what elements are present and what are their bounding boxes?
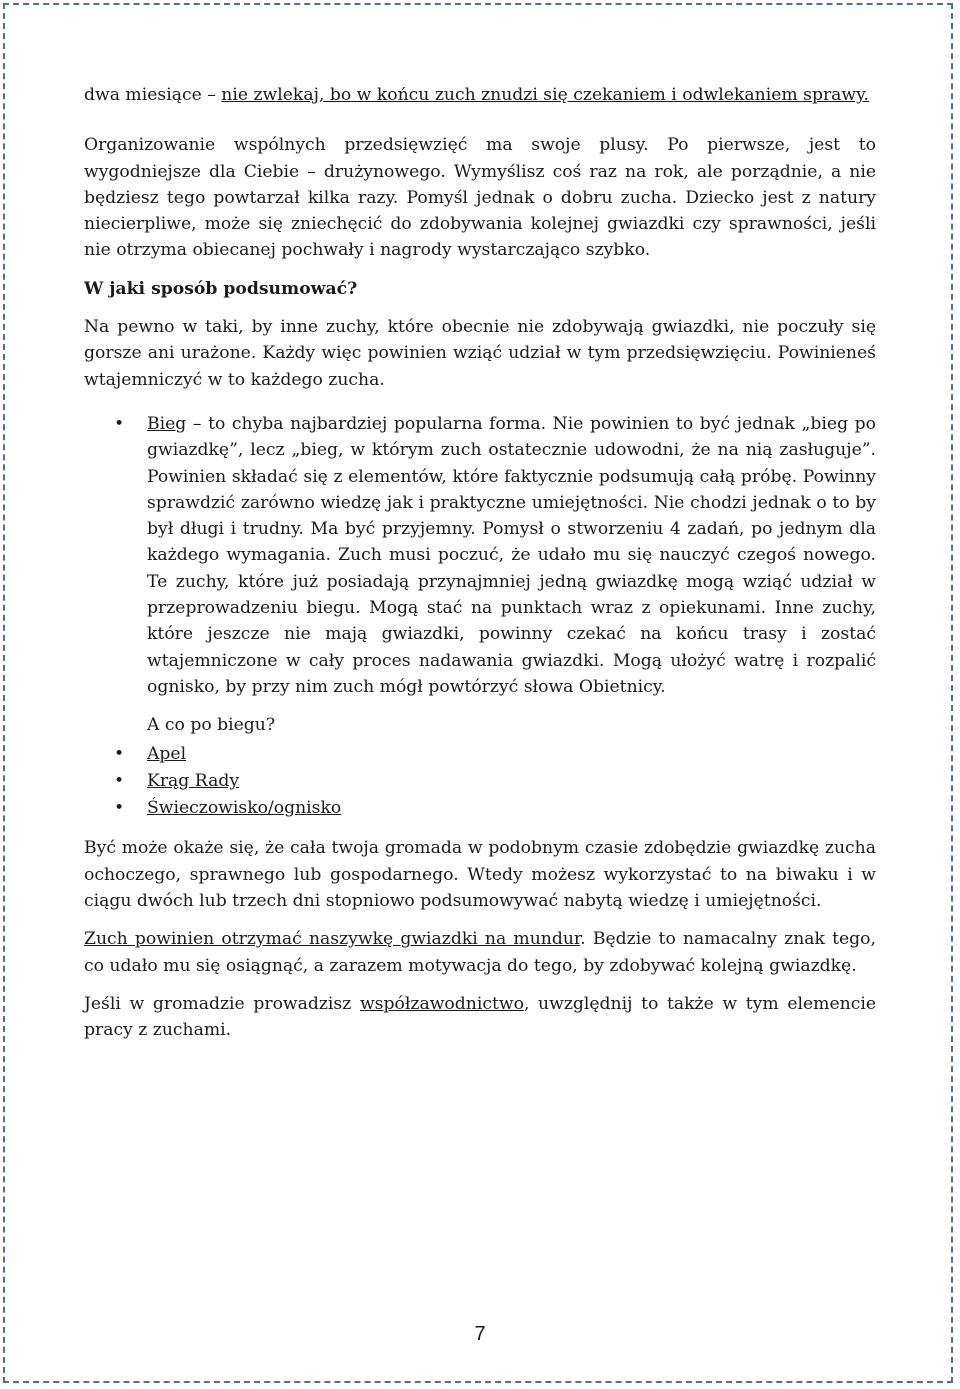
list-item-bieg-label: Bieg — [147, 413, 187, 434]
paragraph-5-underlined: Zuch powinien otrzymać naszywkę gwiazdki na mundur — [84, 929, 581, 950]
after-run-list — [84, 741, 876, 822]
bullet-icon: • — [114, 743, 125, 764]
list-item — [84, 768, 876, 794]
bullet-icon: • — [114, 770, 125, 791]
document-body — [84, 82, 876, 1044]
paragraph-6-underlined: współzawodnictwo — [359, 993, 524, 1014]
paragraph-1-lead: dwa miesiące – — [84, 85, 222, 105]
paragraph-5 — [84, 926, 876, 979]
paragraph-5-rest: . Będzie to namacalny znak tego, co udało mu się osiągnąć, a zarazem motywacja do tego, by zdobywać kolejną gwiazdkę. — [84, 929, 876, 976]
page-number: 7 — [474, 1323, 486, 1345]
list-item-bieg-text: – to chyba najbardziej popularna forma. Nie powinien to być jednak „bieg po gwiazdkę”, lecz „bieg, w którym zuch ostatecznie udowodni, że na nią zasługuje”. Powinien składać się z elementów, które faktycznie podsumują całą próbę. Powinny sprawdzić zarówno wiedzę jak i praktyczne umiejętności. Nie chodzi jednak o to by był długi i trudny. Ma być przyjemny. Pomysł o stworzeniu 4 zadań, po jednym dla każdego wymagania. Zuch musi poczuć, że udało mu się nauczyć czegoś nowego. Te zuchy, które już posiadają przynajmniej jedną gwiazdkę mogą wziąć udział w przeprowadzeniu biegu. Mogą stać na punktach wraz z opiekunami. Inne zuchy, które jeszcze nie mają gwiazdki, powinny czekać na końcu trasy i zostać wtajemniczone w cały proces nadawania gwiazdki. Mogą ułożyć watrę i rozpalić ognisko, by przy nim zuch mógł powtórzyć słowa Obietnicy. — [147, 413, 876, 697]
bullet-icon: • — [114, 413, 125, 434]
paragraph-6-rest: , uwzględnij to także w tym elemencie pracy z zuchami. — [84, 993, 877, 1041]
after-run-intro: A co po biegu? — [147, 715, 276, 736]
paragraph-6 — [84, 991, 876, 1044]
section-heading: W jaki sposób podsumować? — [84, 278, 358, 299]
paragraph-3: Na pewno w taki, by inne zuchy, które obecnie nie zdobywają gwiazdki, nie poczuły się gorsze ani urażone. Każdy więc powinien wziąć udział w tym przedsięwzięciu. Powinieneś wtajemniczyć w to każdego zucha. — [84, 317, 876, 390]
list-item-swieczowisko: Świeczowisko/ognisko — [147, 798, 342, 819]
bullet-list — [84, 411, 876, 700]
list-item — [84, 795, 876, 821]
list-item — [84, 741, 876, 767]
list-item-apel: Apel — [147, 743, 187, 764]
paragraph-2: Organizowanie wspólnych przedsięwzięć ma swoje plusy. Po pierwsze, jest to wygodniejsze dla Ciebie – drużynowego. Wymyślisz coś raz na rok, ale porządnie, a nie będziesz tego powtarzał kilka razy. Pomyśl jednak o dobru zucha. Dziecko jest z natury niecierpliwe, może się zniechęcić do zdobywania kolejnej gwiazdki czy sprawności, jeśli nie otrzyma obiecanej pochwały i nagrody wystarczająco szybko. — [84, 135, 876, 261]
list-item-bieg — [84, 411, 876, 700]
list-item-krag-rady: Krąg Rady — [147, 770, 240, 791]
bullet-icon: • — [114, 798, 125, 819]
paragraph-1 — [84, 82, 876, 108]
paragraph-6-lead: Jeśli w gromadzie prowadzisz — [84, 993, 360, 1014]
paragraph-4: Być może okaże się, że cała twoja gromada w podobnym czasie zdobędzie gwiazdkę zucha ochoczego, sprawnego lub gospodarnego. Wtedy możesz wykorzystać to na biwaku i w ciągu dwóch lub trzech dni stopniowo podsumowywać nabytą wiedzę i umiejętności. — [84, 838, 876, 912]
paragraph-1-underlined: nie zwlekaj, bo w końcu zuch znudzi się czekaniem i odwlekaniem sprawy. — [221, 85, 870, 105]
